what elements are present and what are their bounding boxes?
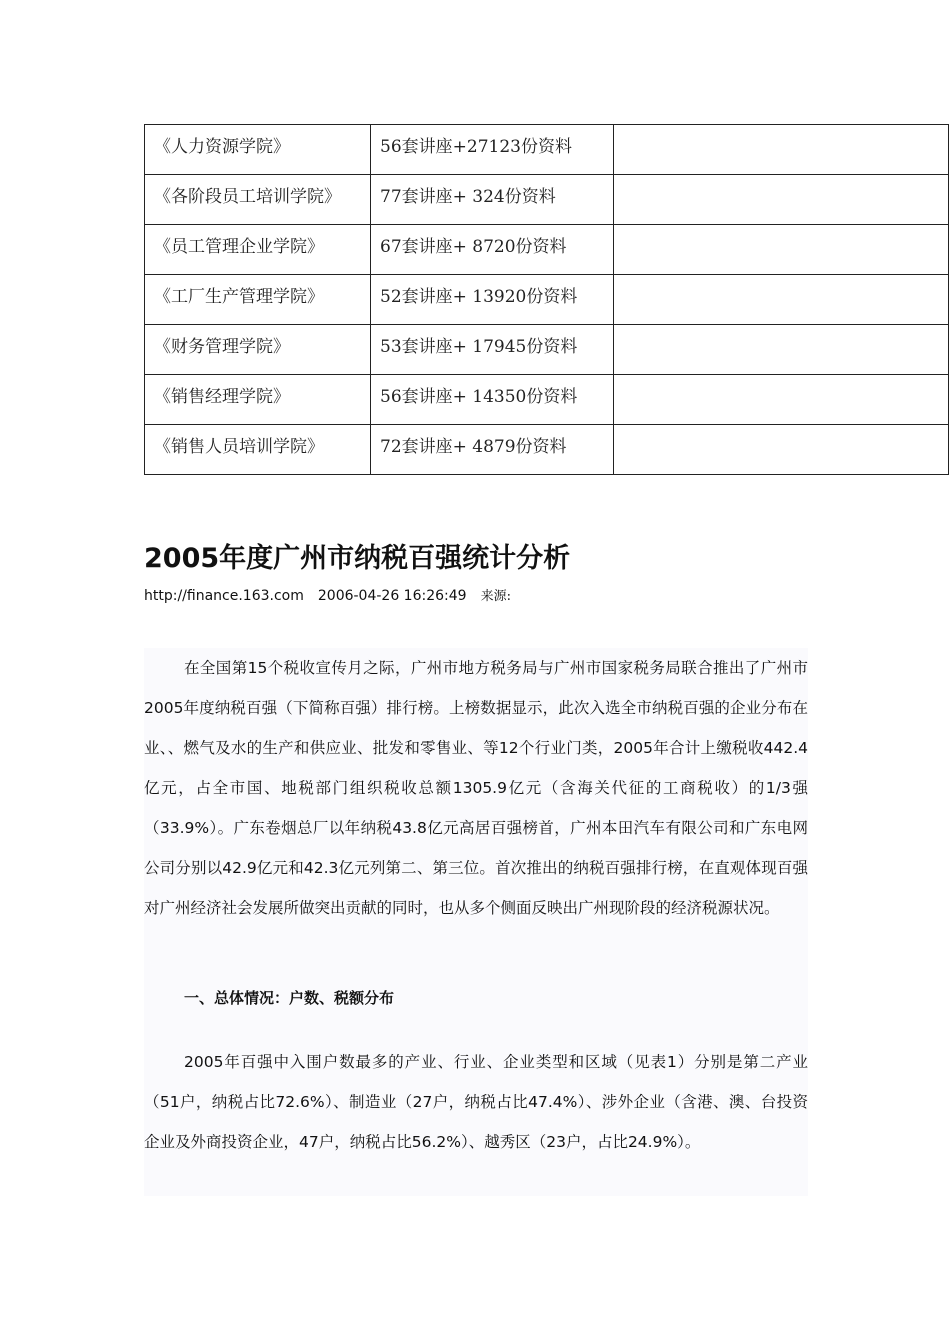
college-detail: 56套讲座+27123份资料 [371, 125, 614, 175]
table-row [145, 325, 949, 375]
college-name: 《各阶段员工培训学院》 [145, 175, 371, 225]
college-note [614, 225, 949, 275]
college-note [614, 375, 949, 425]
college-note [614, 175, 949, 225]
source-url: http://finance.163.com [144, 588, 304, 604]
college-name: 《员工管理企业学院》 [145, 225, 371, 275]
college-detail: 52套讲座+ 13920份资料 [371, 275, 614, 325]
table-row [145, 175, 949, 225]
college-name: 《工厂生产管理学院》 [145, 275, 371, 325]
overview-paragraph: 2005年百强中入围户数最多的产业、行业、企业类型和区域（见表1）分别是第二产业（51户，纳税占比72.6%）、制造业（27户，纳税占比47.4%）、涉外企业（含港、澳、台投资企业及外商投资企业，47户，纳税占比56.2%）、越秀区（23户，占比24.9%）。 [144, 1053, 808, 1151]
college-detail: 67套讲座+ 8720份资料 [371, 225, 614, 275]
college-name: 《人力资源学院》 [145, 125, 371, 175]
source-label: 来源: [480, 589, 511, 604]
publish-datetime: 2006-04-26 16:26:49 [317, 588, 467, 604]
table-row [145, 275, 949, 325]
section-heading: 一、总体情况：户数、税额分布 [184, 989, 395, 1007]
table-row [145, 125, 949, 175]
college-note [614, 125, 949, 175]
college-note [614, 275, 949, 325]
resource-table [144, 124, 949, 475]
article-body [144, 648, 808, 1196]
table-row [145, 425, 949, 475]
college-note [614, 325, 949, 375]
article-title: 2005年度广州市纳税百强统计分析 [144, 543, 571, 574]
college-name: 《销售人员培训学院》 [145, 425, 371, 475]
college-detail: 72套讲座+ 4879份资料 [371, 425, 614, 475]
table-row [145, 375, 949, 425]
college-detail: 56套讲座+ 14350份资料 [371, 375, 614, 425]
college-detail: 53套讲座+ 17945份资料 [371, 325, 614, 375]
college-detail: 77套讲座+ 324份资料 [371, 175, 614, 225]
intro-paragraph: 在全国第15个税收宣传月之际，广州市地方税务局与广州市国家税务局联合推出了广州市2005年度纳税百强（下简称百强）排行榜。上榜数据显示，此次入选全市纳税百强的企业分布在业、、燃气及水的生产和供应业、批发和零售业、等12个行业门类，2005年合计上缴税收442.4亿元，占全市国、地税部门组织税收总额1305.9亿元（含海关代征的工商税收）的1/3强（33.9%）。广东卷烟总厂以年纳税43.8亿元高居百强榜首，广州本田汽车有限公司和广东电网公司分别以42.9亿元和42.3亿元列第二、第三位。首次推出的纳税百强排行榜，在直观体现百强对广州经济社会发展所做突出贡献的同时，也从多个侧面反映出广州现阶段的经济税源状况。 [144, 659, 808, 917]
table-row [145, 225, 949, 275]
college-name: 《财务管理学院》 [145, 325, 371, 375]
article-meta [144, 585, 511, 604]
college-name: 《销售经理学院》 [145, 375, 371, 425]
college-note [614, 425, 949, 475]
